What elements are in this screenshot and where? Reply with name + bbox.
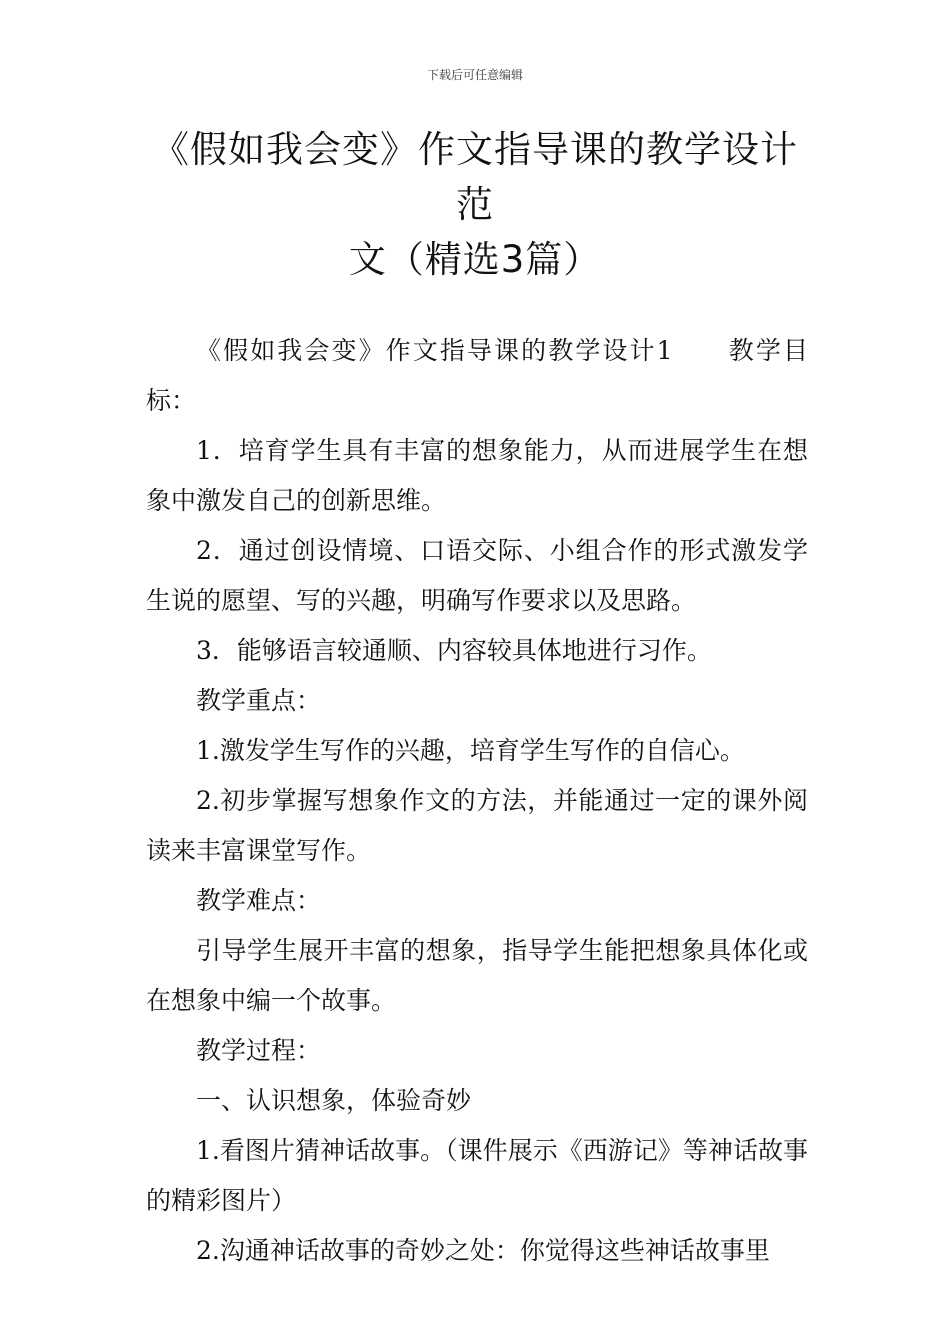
document-title bbox=[140, 122, 810, 287]
title-line-2: 文（精选3篇） bbox=[348, 238, 602, 281]
heading-difficulties: 教学难点： bbox=[196, 886, 322, 915]
title-line-1: 《假如我会变》作文指导课的教学设计范 bbox=[152, 128, 798, 226]
heading-step-1: 一、认识想象，体验奇妙 bbox=[196, 1086, 472, 1115]
paragraph-key-point-1: 1.激发学生写作的兴趣，培育学生写作的自信心。 bbox=[196, 736, 745, 765]
paragraph-objective-2: 2．通过创设情境、口语交际、小组合作的形式激发学生说的愿望、写的兴趣，明确写作要求以及思路。 bbox=[146, 536, 808, 615]
paragraph-step-1-2: 2.沟通神话故事的奇妙之处：你觉得这些神话故事里 bbox=[196, 1236, 770, 1265]
paragraph-objective-1: 1．培育学生具有丰富的想象能力，从而进展学生在想象中激发自己的创新思维。 bbox=[146, 436, 808, 515]
heading-process: 教学过程： bbox=[196, 1036, 322, 1065]
header-note: 下载后可任意编辑 bbox=[426, 68, 523, 82]
paragraph-step-1-1: 1.看图片猜神话故事。（课件展示《西游记》等神话故事的精彩图片） bbox=[146, 1136, 808, 1215]
document-body bbox=[146, 326, 808, 1276]
heading-key-points: 教学重点： bbox=[196, 686, 322, 715]
paragraph-difficulty: 引导学生展开丰富的想象，指导学生能把想象具体化或在想象中编一个故事。 bbox=[146, 936, 808, 1015]
paragraph-key-point-2: 2.初步掌握写想象作文的方法，并能通过一定的课外阅读来丰富课堂写作。 bbox=[146, 786, 808, 865]
paragraph-objective-3: 3．能够语言较通顺、内容较具体地进行习作。 bbox=[196, 636, 712, 665]
paragraph-intro: 《假如我会变》作文指导课的教学设计1 教学目标： bbox=[146, 336, 808, 415]
